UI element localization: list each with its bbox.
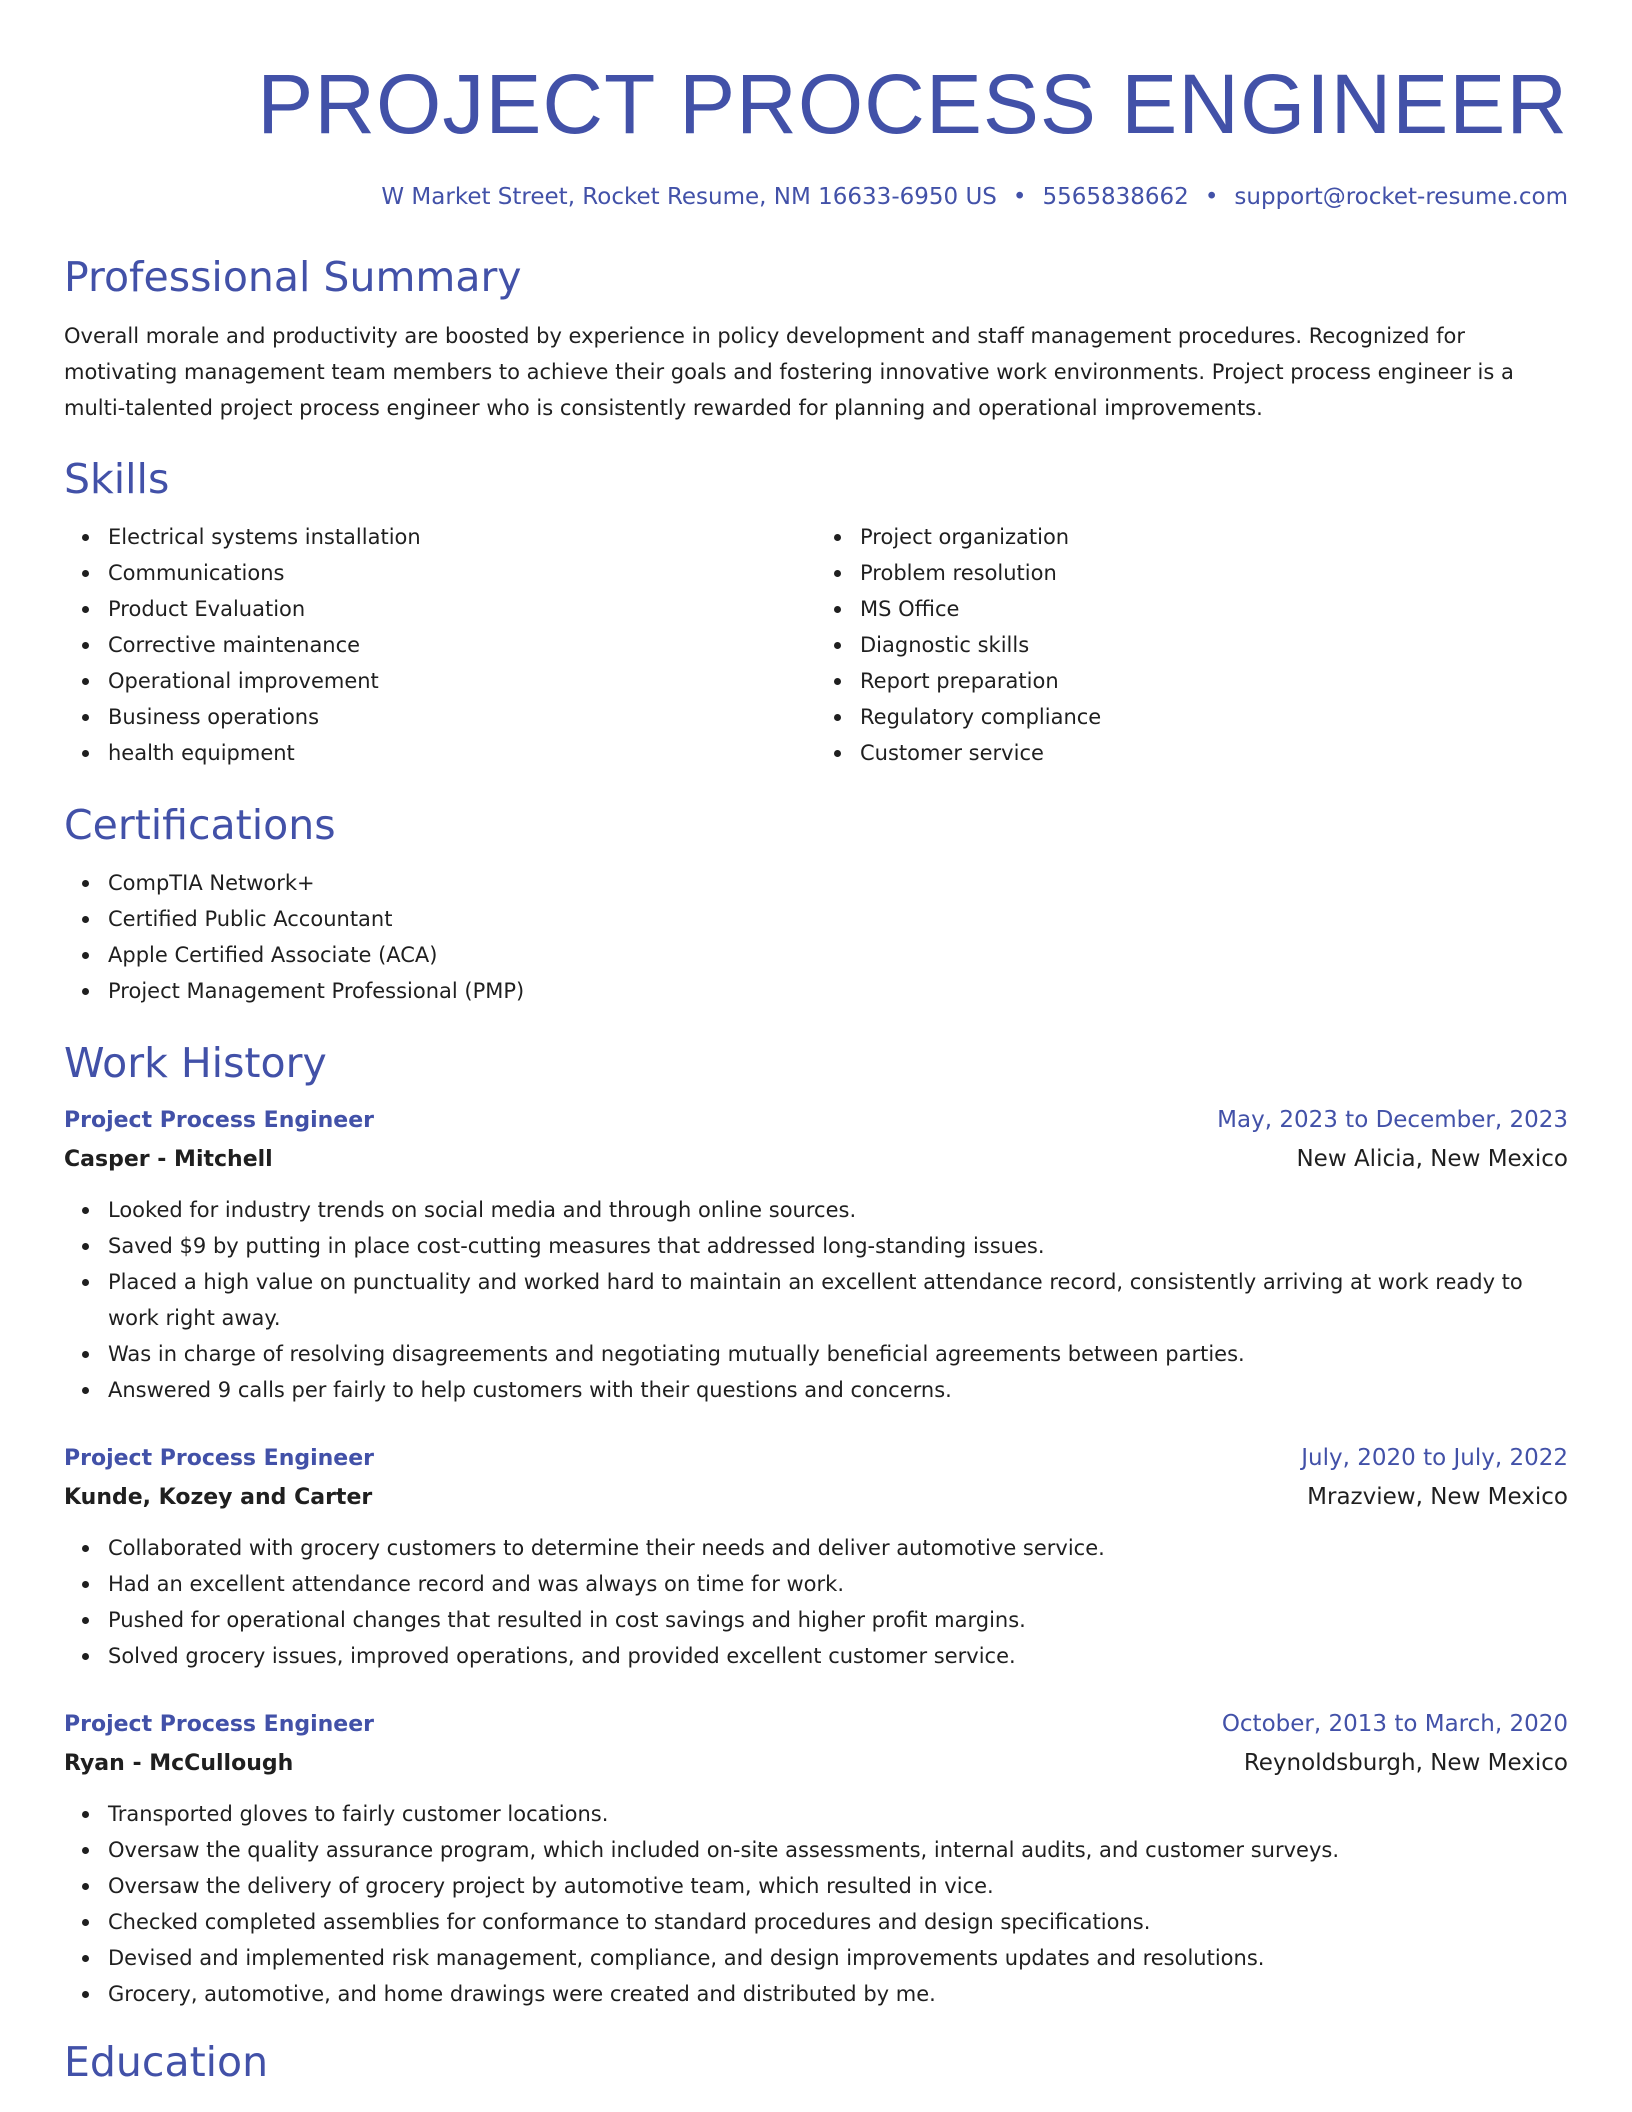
- summary-heading: Professional Summary: [64, 253, 522, 301]
- certification-item: Apple Certified Associate (ACA): [108, 937, 1568, 973]
- job-title-row: [64, 1706, 1568, 1743]
- skill-item: Product Evaluation: [108, 591, 816, 627]
- skill-item: MS Office: [860, 591, 1568, 627]
- skills-heading: Skills: [64, 455, 170, 503]
- job-bullet: Devised and implemented risk management, compliance, and design improvements updates and resolutions.: [108, 1940, 1568, 1976]
- certifications-list: [64, 865, 1568, 1009]
- job-bullet: Pushed for operational changes that resulted in cost savings and higher profit margins.: [108, 1602, 1568, 1638]
- job-dates: July, 2020 to July, 2022: [1301, 1445, 1568, 1471]
- job-title: Project Process Engineer: [64, 1108, 374, 1133]
- job-company-row: [64, 1139, 1568, 1180]
- skill-item: Business operations: [108, 699, 816, 735]
- job-entry: [64, 1102, 1568, 1408]
- job-location: Reynoldsburgh, New Mexico: [1243, 1750, 1568, 1776]
- job-bullet: Oversaw the quality assurance program, which included on-site assessments, internal audits, and customer surveys.: [108, 1832, 1568, 1868]
- job-bullet: Grocery, automotive, and home drawings were created and distributed by me.: [108, 1976, 1568, 2012]
- skill-item: Project organization: [860, 519, 1568, 555]
- job-company: Casper - Mitchell: [64, 1147, 273, 1172]
- job-bullets: [64, 1530, 1568, 1674]
- resume-name-heading: PROJECT PROCESS ENGINEER: [257, 57, 1568, 151]
- contact-separator: •: [1012, 184, 1027, 210]
- job-bullet: Oversaw the delivery of grocery project by automotive team, which resulted in vice.: [108, 1868, 1568, 1904]
- job-dates: May, 2023 to December, 2023: [1217, 1107, 1568, 1133]
- contact-separator: •: [1204, 184, 1219, 210]
- job-dates: October, 2013 to March, 2020: [1221, 1711, 1568, 1737]
- job-company-row: [64, 1743, 1568, 1784]
- certification-item: CompTIA Network+: [108, 865, 1568, 901]
- job-title: Project Process Engineer: [64, 1446, 374, 1471]
- job-title-row: [64, 1102, 1568, 1139]
- job-bullets: [64, 1192, 1568, 1408]
- job-bullet: Transported gloves to fairly customer locations.: [108, 1796, 1568, 1832]
- job-title: Project Process Engineer: [64, 1712, 374, 1737]
- job-bullet: Solved grocery issues, improved operations, and provided excellent customer service.: [108, 1638, 1568, 1674]
- job-location: Mrazview, New Mexico: [1307, 1484, 1568, 1510]
- certifications-heading: Certifications: [64, 801, 336, 849]
- skill-item: Electrical systems installation: [108, 519, 816, 555]
- resume-page: [64, 0, 1568, 2086]
- contact-phone: 5565838662: [1042, 184, 1189, 210]
- summary-text: Overall morale and productivity are boosted by experience in policy development and staff management procedures. Recognized for motivating management team members to achieve their goals and fostering innovative work environments. Project process engineer is a multi-talented project process engineer who is consistently rewarded for planning and operational improvements.: [64, 324, 1514, 420]
- job-bullet: Collaborated with grocery customers to determine their needs and deliver automotive service.: [108, 1530, 1568, 1566]
- skill-item: Problem resolution: [860, 555, 1568, 591]
- skill-item: health equipment: [108, 735, 816, 771]
- skill-item: Corrective maintenance: [108, 627, 816, 663]
- job-bullets: [64, 1796, 1568, 2012]
- job-entry: [64, 1440, 1568, 1674]
- job-bullet: Had an excellent attendance record and was always on time for work.: [108, 1566, 1568, 1602]
- work-history-heading: Work History: [64, 1039, 327, 1087]
- job-bullet: Checked completed assemblies for conformance to standard procedures and design specifications.: [108, 1904, 1568, 1940]
- skills-columns: [64, 519, 1568, 771]
- contact-email[interactable]: support@rocket-resume.com: [1234, 184, 1568, 210]
- skill-item: Customer service: [860, 735, 1568, 771]
- skill-item: Regulatory compliance: [860, 699, 1568, 735]
- skills-list-left: [64, 519, 816, 771]
- job-title-row: [64, 1440, 1568, 1477]
- job-location: New Alicia, New Mexico: [1296, 1146, 1568, 1172]
- certification-item: Certified Public Accountant: [108, 901, 1568, 937]
- contact-address: W Market Street, Rocket Resume, NM 16633-6950 US: [381, 184, 997, 210]
- job-company-row: [64, 1477, 1568, 1518]
- education-heading: Education: [64, 2038, 269, 2086]
- job-bullet: Answered 9 calls per fairly to help customers with their questions and concerns.: [108, 1372, 1568, 1408]
- job-entry: [64, 1706, 1568, 2012]
- skills-list-right: [816, 519, 1568, 771]
- contact-line: [64, 184, 1568, 210]
- job-bullet: Saved $9 by putting in place cost-cutting measures that addressed long-standing issues.: [108, 1228, 1568, 1264]
- skill-item: Communications: [108, 555, 816, 591]
- skill-item: Report preparation: [860, 663, 1568, 699]
- certification-item: Project Management Professional (PMP): [108, 973, 1568, 1009]
- job-company: Ryan - McCullough: [64, 1751, 294, 1776]
- job-bullet: Was in charge of resolving disagreements and negotiating mutually beneficial agreements between parties.: [108, 1336, 1568, 1372]
- job-bullet: Looked for industry trends on social media and through online sources.: [108, 1192, 1568, 1228]
- skill-item: Diagnostic skills: [860, 627, 1568, 663]
- job-bullet: Placed a high value on punctuality and worked hard to maintain an excellent attendance record, consistently arriving at work ready to work right away.: [108, 1264, 1568, 1336]
- job-company: Kunde, Kozey and Carter: [64, 1485, 373, 1510]
- skill-item: Operational improvement: [108, 663, 816, 699]
